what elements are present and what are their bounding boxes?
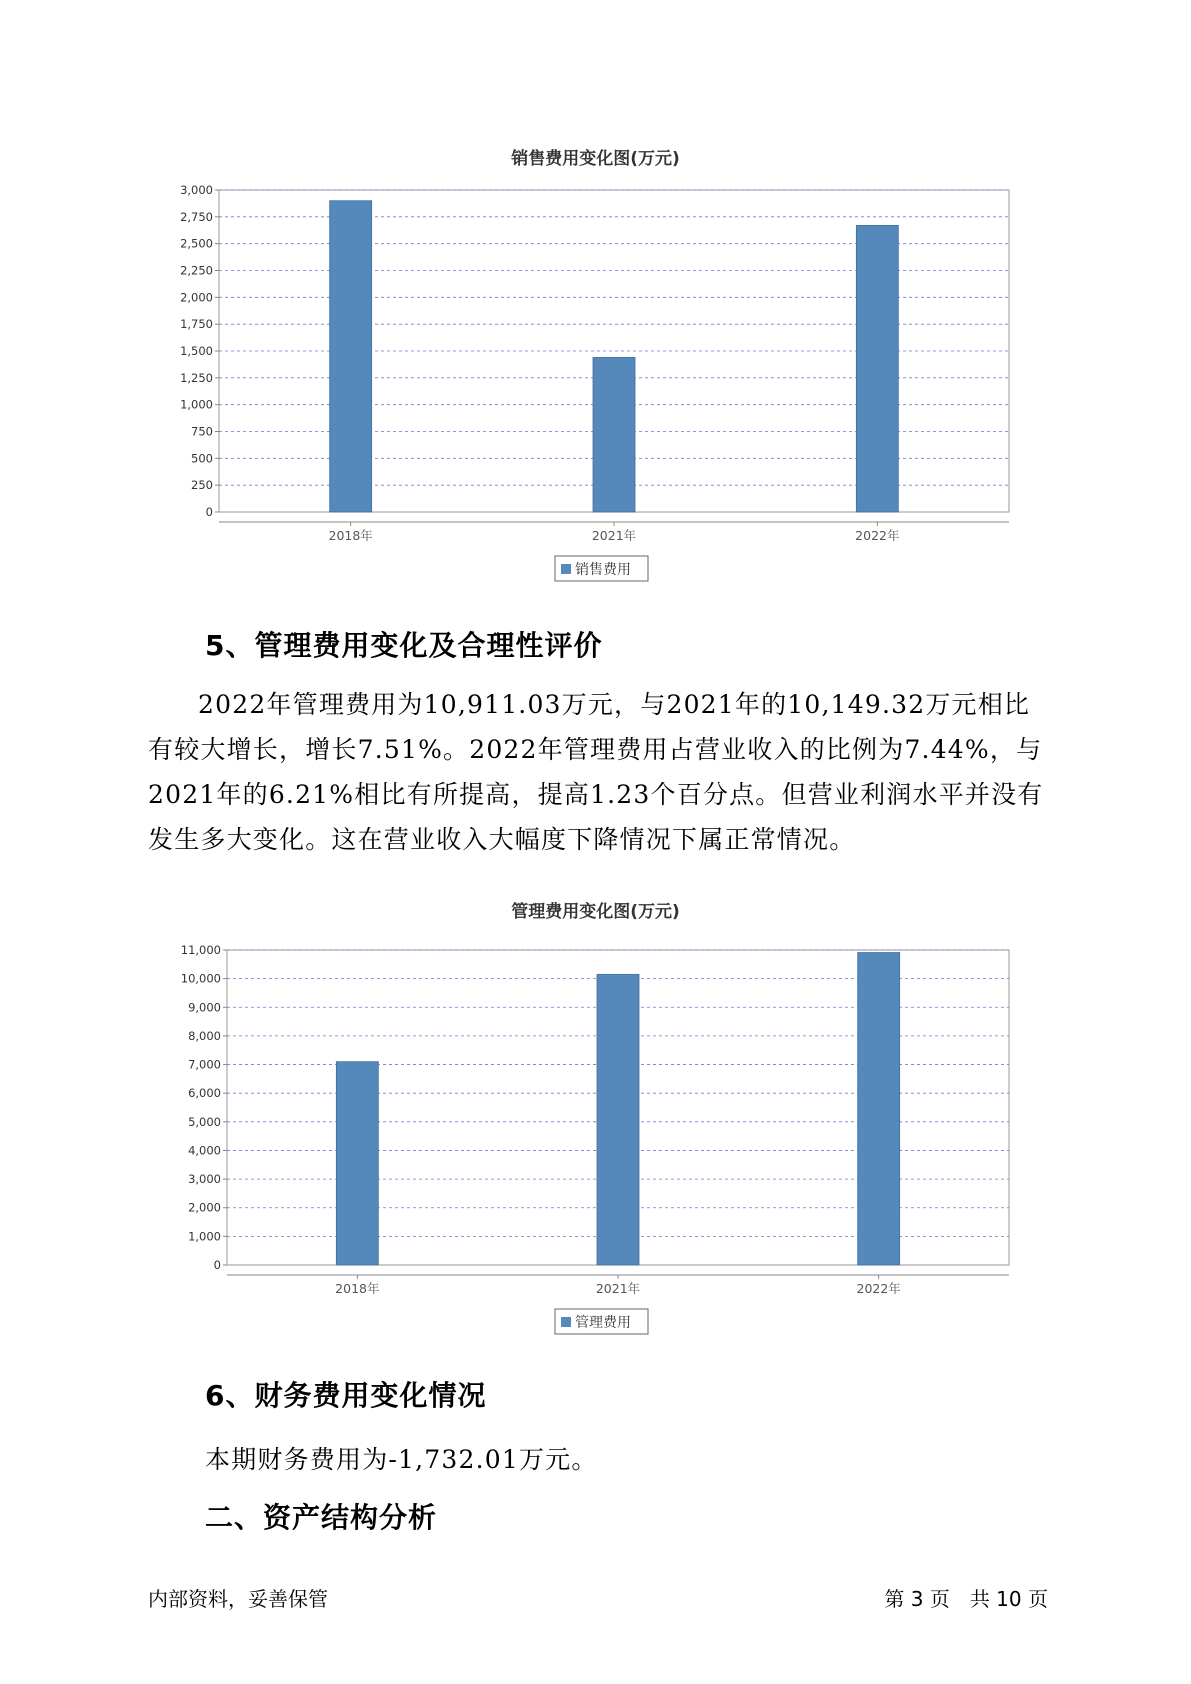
y-tick-label: 2,000 (188, 1200, 221, 1215)
sales-expense-chart (0, 170, 1191, 590)
section6-text: 本期财务费用为-1,732.01万元。 (205, 1445, 598, 1474)
legend-label: 销售费用 (575, 562, 631, 578)
y-tick-label: 3,000 (180, 183, 213, 197)
admin-expense-chart (0, 925, 1191, 1345)
y-tick-label: 9,000 (188, 1000, 221, 1015)
y-tick-label: 0 (205, 505, 213, 519)
footer-page-number: 第 3 页 共 10 页 (884, 1587, 1048, 1611)
x-tick-label: 2021年 (595, 1281, 641, 1296)
y-tick-label: 7,000 (188, 1057, 221, 1072)
y-tick-label: 6,000 (188, 1086, 221, 1101)
y-tick-label: 8,000 (188, 1028, 221, 1043)
chart2-title: 管理费用变化图(万元) (511, 902, 680, 922)
section5-paragraph-text: 2022年管理费用为10,911.03万元，与2021年的10,149.32万元相比有较大增长，增长7.51%。2022年管理费用占营业收入的比例为7.44%，与2021年的6.21%相比有所提高，提高1.23个百分点。但营业利润水平并没有发生多大变化。这在营业收入大幅度下降情况下属正常情况。 (148, 690, 1044, 854)
y-tick-label: 3,000 (188, 1172, 221, 1187)
bar (597, 974, 639, 1265)
legend-label: 管理费用 (575, 1315, 631, 1331)
x-tick-label: 2018年 (335, 1281, 380, 1296)
y-tick-label: 2,500 (180, 236, 213, 251)
footer-confidential: 内部资料，妥善保管 (148, 1587, 328, 1611)
y-tick-label: 1,500 (180, 344, 213, 358)
y-tick-label: 1,250 (180, 370, 213, 385)
y-tick-label: 4,000 (188, 1143, 221, 1158)
y-tick-label: 2,750 (180, 209, 213, 224)
x-tick-label: 2022年 (855, 528, 900, 543)
y-tick-label: 5,000 (188, 1114, 221, 1129)
y-tick-label: 250 (191, 478, 213, 493)
x-tick-label: 2018年 (328, 528, 373, 543)
legend-swatch (561, 564, 571, 574)
x-tick-label: 2021年 (591, 528, 637, 543)
bar (856, 225, 898, 512)
assets-section-heading: 二、资产结构分析 (205, 1501, 438, 1534)
y-tick-label: 2,250 (180, 263, 213, 278)
x-tick-label: 2022年 (856, 1281, 901, 1296)
bar (336, 1062, 378, 1265)
y-tick-label: 11,000 (180, 943, 221, 957)
y-tick-label: 1,000 (188, 1229, 221, 1244)
section5-paragraph (148, 682, 1048, 862)
bar (593, 357, 635, 512)
y-tick-label: 500 (191, 451, 213, 466)
y-tick-label: 2,000 (180, 290, 213, 305)
section6-heading: 6、财务费用变化情况 (205, 1379, 487, 1412)
legend-swatch (561, 1317, 571, 1327)
y-tick-label: 1,000 (180, 397, 213, 412)
bar (858, 953, 900, 1265)
y-tick-label: 10,000 (180, 971, 221, 986)
bar (330, 201, 372, 512)
y-tick-label: 750 (191, 424, 213, 439)
section5-heading: 5、管理费用变化及合理性评价 (205, 629, 603, 662)
y-tick-label: 1,750 (180, 317, 213, 332)
y-tick-label: 0 (213, 1258, 221, 1272)
chart1-title: 销售费用变化图(万元) (511, 149, 680, 169)
